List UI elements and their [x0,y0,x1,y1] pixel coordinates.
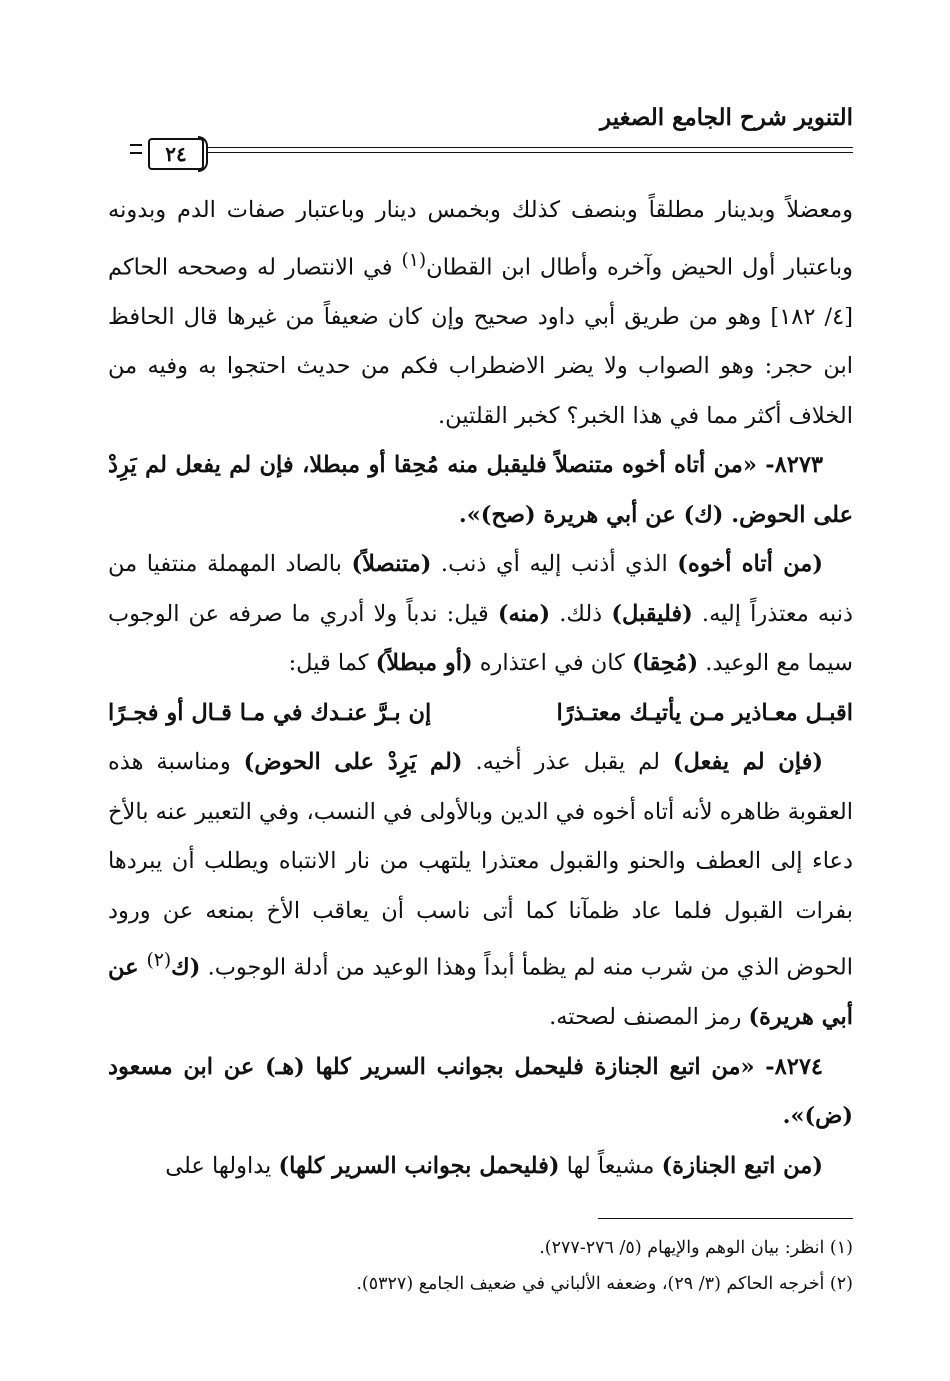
header-rule-bottom [208,152,853,153]
commentary-paragraph [108,1142,853,1192]
hadith-entry [108,1043,853,1142]
bold-text: عن أبي هريرة) [108,954,853,1030]
verse-first-hemistich: اقبـل معـاذير مـن يأتيـك معتـذرًا [556,699,853,726]
text-run: كان في اعتذاره [472,650,632,676]
footnote-ref: (١) [401,249,427,271]
book-title: التنوير شرح الجامع الصغير [600,104,853,131]
bold-text: (لم يَرِدْ على الحوض) [243,749,463,775]
text-run: ومناسبة هذه العقوبة ظاهره لأنه أتاه أخوه في الدين وبالأولى في النسب، وفي التعبير عنه بالأخ دعاء إلى العطف والحنو والقبول معتذرا يلتهب من نار الانتباه ويطلب أن يبردها بفرات القبول فلما عاد ظمآنا كما أتى ناسب أن يعاقب الأخ بمنعه عن ورود الحوض الذي من شرب منه لم يظمأ أبداً وهذا الوعيد من أدلة الوجوب. [108,749,853,981]
page-number: ٢٤ [148,138,204,170]
text-run: قيل: ندباً ولا أدري ما صرفه عن الوجوب سيما مع الوعيد. [108,600,853,676]
bold-text: (فليحمل بجوانب السرير كلها) [278,1152,560,1179]
bold-text: (منه) [497,600,551,627]
main-text [108,186,853,1191]
bold-text: (من اتبع الجنازة) [661,1152,823,1179]
verse-second-hemistich: إن بـرَّ عنـدك في مـا قـال أو فجـرًا [108,699,432,726]
header-ornament [130,144,142,154]
bold-text: (ك [171,954,201,981]
bold-text: (متنصلاً) [351,551,432,577]
page-header [128,100,853,180]
footnotes [108,1230,853,1302]
bold-text: (مُحِقا) [631,650,699,676]
text-run: يداولها على [165,1152,279,1179]
bold-text: (فليقبل) [611,600,693,627]
poem-verse [108,689,853,739]
commentary-paragraph [108,738,853,1043]
text-run: بالصاد المهملة منتفيا من ذنبه معتذراً إليه. [108,551,854,627]
bold-text: (من أتاه أخوه) [677,551,823,577]
footnote-2: (٢) أخرجه الحاكم (٣/ ٢٩)، وضعفه الألباني في ضعيف الجامع (٥٣٢٧). [356,1274,853,1294]
text-run: في الانتصار له وصححه الحاكم [٤/ ١٨٢] وهو من طريق أبي داود صحيح وإن كان ضعيفاً من غيرها قال الحافظ ابن حجر: وهو الصواب ولا يضر الاضطراب فكم من حديث احتجوا به وفيه من الخلاف أكثر مما في هذا الخبر؟ كخبر القلتين. [108,254,854,429]
commentary-paragraph [108,540,853,689]
footnote-1: (١) انظر: بيان الوهم والإيهام (٥/ ٢٧٦-٢٧٧). [539,1238,853,1258]
text-run: كما قيل: [288,650,376,676]
text-run: رمز المصنف لصحته. [549,1004,749,1030]
text-run: ومعضلاً وبدينار مطلقاً وبنصف كذلك وبخمس دينار وباعتبار صفات الدم وبدونه وباعتبار أول الحيض وآخره وأطال ابن القطان [108,197,854,280]
header-rule-top [208,147,853,148]
text-run: الذي أذنب إليه أي ذنب. [431,551,678,577]
footnote-separator [598,1218,853,1219]
bold-text: ٨٢٧٣- «من أتاه أخوه متنصلاً فليقبل منه مُحِقا أو مبطلا، فإن لم يفعل لم يَرِدْ على الحوض. (ك) عن أبي هريرة (صح)». [108,452,853,528]
bold-text: (فإن لم يفعل) [672,749,823,775]
paragraph [108,186,853,441]
text-run: مشيعاً لها [559,1152,662,1179]
bold-text: ٨٢٧٤- «من اتبع الجنازة فليحمل بجوانب السرير كلها (هـ) عن ابن مسعود (ض)». [108,1053,853,1129]
text-run: لم يقبل عذر أخيه. [462,749,673,775]
footnote-ref: (٢) [146,950,172,971]
hadith-entry [108,441,853,540]
text-run: ذلك. [550,600,612,627]
bold-text: (أو مبطلاً) [375,650,473,676]
